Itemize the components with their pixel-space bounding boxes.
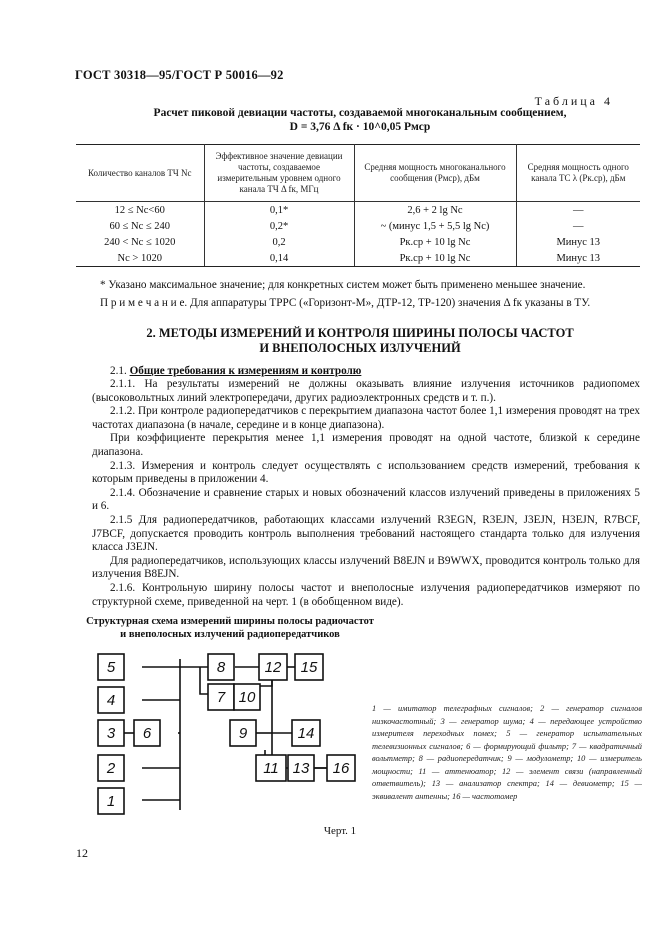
paragraph: 2.1.1. На результаты измерений не должны оказывать влияние излучения источников радиопомех (высоковольтных линий электропередачи, других радиоэлектронных средств и т. п.). xyxy=(92,378,640,404)
scheme-title xyxy=(80,615,380,641)
col-header-channel-power: Средняя мощность одного канала ТС λ (Pк.ср), дБм xyxy=(516,145,640,202)
block-label: 9 xyxy=(238,725,248,742)
block-label: 4 xyxy=(106,692,116,709)
table-cell: 12 ≤ Nc<60 xyxy=(76,202,204,219)
table-label: Таблица 4 xyxy=(534,94,613,108)
table-note: П р и м е ч а н и е. Для аппаратуры ТРРС («Горизонт-М», ДТР-12, ТР-120) значения Δ fк указаны в ТУ. xyxy=(100,297,591,309)
block-label: 2 xyxy=(106,760,116,777)
table-cell: Pк.ср + 10 lg Nc xyxy=(354,234,516,250)
table-cell: ~ (минус 1,5 + 5,5 lg Nc) xyxy=(354,218,516,234)
table-4 xyxy=(76,144,640,267)
table-cell: 0,2* xyxy=(204,218,354,234)
table-cell: 60 ≤ Nc ≤ 240 xyxy=(76,218,204,234)
block-label: 15 xyxy=(300,659,318,676)
section-heading xyxy=(80,326,640,356)
subsection-title xyxy=(92,365,640,379)
table-row xyxy=(76,202,640,219)
subsection-number: 2.1. xyxy=(110,365,127,377)
table-cell: Минус 13 xyxy=(516,250,640,267)
scheme-title-line1: Структурная схема измерений ширины полосы радиочастот xyxy=(86,616,374,627)
figure-caption: Черт. 1 xyxy=(323,825,357,837)
col-header-deviation: Эффективное значение девиации частоты, создаваемое измерительным уровнем одного канала ТЧ Δ fк, МГц xyxy=(204,145,354,202)
table-footnote: * Указано максимальное значение; для конкретных систем может быть применено меньшее значение. xyxy=(100,279,586,291)
table-cell: Nc > 1020 xyxy=(76,250,204,267)
table-cell: 240 < Nc ≤ 1020 xyxy=(76,234,204,250)
paragraph: Для радиопередатчиков, использующих классы излучений B8EJN и B9WWX, проводится контроль только для излучения B8EJN. xyxy=(92,554,640,581)
block-label: 3 xyxy=(106,725,116,742)
section-heading-line1: 2. МЕТОДЫ ИЗМЕРЕНИЙ И КОНТРОЛЯ ШИРИНЫ ПОЛОСЫ ЧАСТОТ xyxy=(146,326,574,340)
paragraph: 2.1.3. Измерения и контроль следует осуществлять с использованием средств измерений, требования к которым приведены в приложении 4. xyxy=(92,459,640,486)
table-title xyxy=(80,106,640,134)
block-label: 11 xyxy=(263,760,279,777)
paragraph: 2.1.5 Для радиопередатчиков, работающих классами излучений R3EGN, R3EJN, J3EJN, H3EJN, R7BCF, J7BCF, допускается проводить контроль выполнения требований настоящего стандарта только для излучения класса J3EJN. xyxy=(92,513,640,554)
subsection-title-text: Общие требования к измерениям и контролю xyxy=(129,365,362,377)
page-header: ГОСТ 30318—95/ГОСТ Р 50016—92 xyxy=(75,68,284,82)
scheme-legend: 1 — имитатор телеграфных сигналов; 2 — генератор сигналов низкочастотный; 3 — генератор шума; 4 — передающее устройство измерителя переходных помех; 5 — генератор испытательных телевизионных сигналов; 6 — формирующий фильтр; 7 — квадратичный вольтметр; 8 — радиопередатчик; 9 — модулометр; 10 — измеритель мощности; 11 — аттенюатор; 12 — элемент связи (направленный ответвитель); 13 — анализатор спектра; 14 — девиометр; 15 — эквивалент антенны; 16 — частотомер xyxy=(372,704,642,801)
page-number: 12 xyxy=(76,846,88,860)
table-cell: 2,6 + 2 lg Nc xyxy=(354,202,516,219)
block-label: 12 xyxy=(264,659,282,676)
table-cell: — xyxy=(516,218,640,234)
block-label: 10 xyxy=(238,689,256,706)
table-row xyxy=(76,250,640,267)
col-header-channels: Количество каналов ТЧ Nc xyxy=(76,145,204,202)
paragraph: 2.1.6. Контрольную ширину полосы частот и внеполосные излучения радиопередатчиков измеряют по структурной схеме, приведенной на черт. 1 (в обобщенном виде). xyxy=(92,581,640,608)
block-label: 13 xyxy=(292,760,310,777)
col-header-mean-power: Средняя мощность многоканального сообщения (Pмср), дБм xyxy=(354,145,516,202)
scheme-title-line2: и внеполосных излучений радиопередатчиков xyxy=(120,629,340,640)
table-title-line1: Расчет пиковой девиации частоты, создаваемой многоканальным сообщением, xyxy=(153,107,567,119)
table-cell: 0,1* xyxy=(204,202,354,219)
paragraph: При коэффициенте перекрытия менее 1,1 измерения проводят на одной частоте, близкой к середине диапазона. xyxy=(92,432,640,458)
paragraph: 2.1.2. При контроле радиопередатчиков с перекрытием диапазона частот более 1,1 измерения проводят на трех частотах диапазона (в начале, середине и в конце диапазона). xyxy=(92,405,640,431)
block-label: 7 xyxy=(216,689,226,706)
block-label: 8 xyxy=(216,659,226,676)
table-cell: 0,2 xyxy=(204,234,354,250)
block-diagram xyxy=(80,640,370,820)
paragraph: 2.1.4. Обозначение и сравнение старых и новых обозначений классов излучений приведены в приложениях 5 и 6. xyxy=(92,486,640,513)
table-cell: Pк.ср + 10 lg Nc xyxy=(354,250,516,267)
block-label: 5 xyxy=(106,659,116,676)
table-title-line2: D = 3,76 Δ fк · 10^0,05 Pмср xyxy=(289,121,431,133)
table-cell: 0,14 xyxy=(204,250,354,267)
block-label: 14 xyxy=(297,725,315,742)
table-row xyxy=(76,234,640,250)
table-cell: — xyxy=(516,202,640,219)
section-body xyxy=(92,378,640,609)
block-label: 6 xyxy=(142,725,152,742)
section-heading-line2: И ВНЕПОЛОСНЫХ ИЗЛУЧЕНИЙ xyxy=(259,341,461,355)
table-row xyxy=(76,218,640,234)
table-cell: Минус 13 xyxy=(516,234,640,250)
block-label: 1 xyxy=(106,793,116,810)
block-label: 16 xyxy=(332,760,350,777)
